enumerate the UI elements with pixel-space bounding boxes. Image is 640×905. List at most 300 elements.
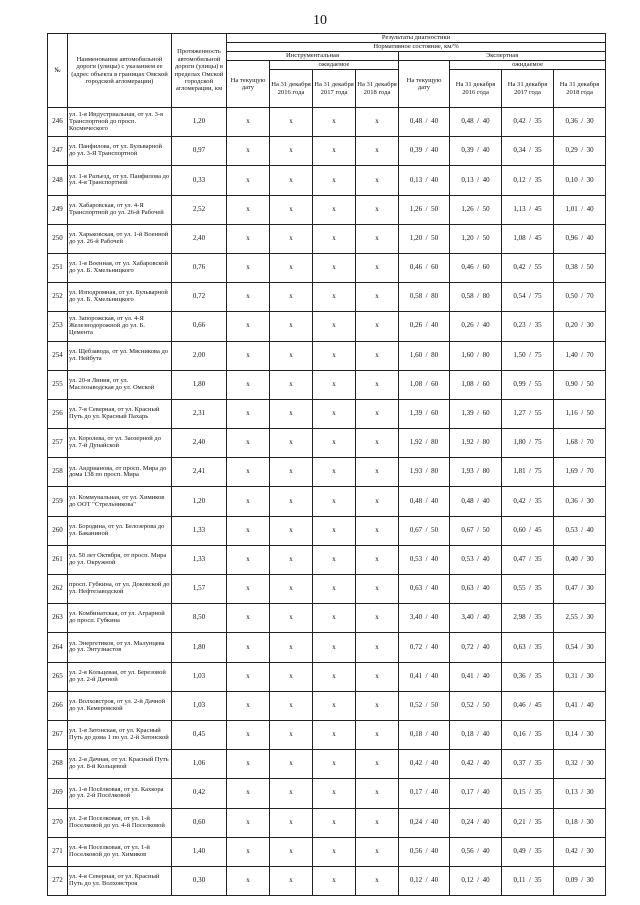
row-number: 258 xyxy=(48,458,68,487)
expert-2016-cell: 0,56 / 40 xyxy=(450,837,502,866)
instr-2017-cell: x xyxy=(313,545,356,574)
expert-2016-cell: 1,20 / 50 xyxy=(450,224,502,253)
instr-current-cell: x xyxy=(227,837,270,866)
table-body xyxy=(48,108,606,896)
road-name: ул. Королева, от ул. Заозерной до ул. 7-й Дунайской xyxy=(68,429,172,458)
expert-current-cell: 0,48 / 40 xyxy=(399,108,450,137)
road-length: 2,31 xyxy=(172,399,227,428)
instr-2018-header: На 31 декабря 2018 года xyxy=(356,70,399,108)
road-name: ул. 20-я Линия, от ул. Маслозаводская до ул. Омской xyxy=(68,370,172,399)
instr-2018-cell: x xyxy=(356,312,399,341)
instr-2018-cell: x xyxy=(356,487,399,516)
expert-2016-cell: 0,46 / 60 xyxy=(450,253,502,282)
expert-2016-cell: 0,72 / 40 xyxy=(450,633,502,662)
table-row xyxy=(48,516,606,545)
instr-current-cell: x xyxy=(227,312,270,341)
row-number: 267 xyxy=(48,720,68,749)
instr-2017-cell: x xyxy=(313,516,356,545)
expert-2017-cell: 0,15 / 35 xyxy=(502,779,554,808)
expert-2016-cell: 1,26 / 50 xyxy=(450,195,502,224)
expert-current-cell: 0,56 / 40 xyxy=(399,837,450,866)
expert-2018-cell: 2,55 / 30 xyxy=(554,604,606,633)
expert-current-cell: 0,63 / 40 xyxy=(399,575,450,604)
expert-current-cell: 1,39 / 60 xyxy=(399,399,450,428)
table-row xyxy=(48,253,606,282)
road-name: ул. Запорожская, от ул. 4-Я Железнодорожной до ул. Б. Цемента xyxy=(68,312,172,341)
row-number: 272 xyxy=(48,866,68,895)
expert-current-cell: 0,48 / 40 xyxy=(399,487,450,516)
table-row xyxy=(48,224,606,253)
expert-2017-cell: 1,81 / 75 xyxy=(502,458,554,487)
table-row xyxy=(48,604,606,633)
table-row xyxy=(48,720,606,749)
expert-2018-cell: 0,47 / 30 xyxy=(554,575,606,604)
instr-2018-cell: x xyxy=(356,633,399,662)
row-number: 249 xyxy=(48,195,68,224)
instr-2016-cell: x xyxy=(270,866,313,895)
expert-2017-cell: 0,46 / 45 xyxy=(502,691,554,720)
expert-2017-cell: 1,50 / 75 xyxy=(502,341,554,370)
expert-2017-cell: 0,54 / 75 xyxy=(502,283,554,312)
instr-2017-cell: x xyxy=(313,137,356,166)
road-length: 0,97 xyxy=(172,137,227,166)
instr-2016-cell: x xyxy=(270,166,313,195)
expert-current-cell: 0,58 / 80 xyxy=(399,283,450,312)
expert-2016-cell: 0,12 / 40 xyxy=(450,866,502,895)
instr-2016-cell: x xyxy=(270,137,313,166)
expert-2018-cell: 0,20 / 30 xyxy=(554,312,606,341)
table-row xyxy=(48,108,606,137)
road-length: 0,30 xyxy=(172,866,227,895)
table-row xyxy=(48,633,606,662)
instr-2016-cell: x xyxy=(270,224,313,253)
table-row xyxy=(48,341,606,370)
instr-current-cell: x xyxy=(227,575,270,604)
expert-2018-cell: 0,14 / 30 xyxy=(554,720,606,749)
expert-current-cell: 0,42 / 40 xyxy=(399,750,450,779)
row-number: 266 xyxy=(48,691,68,720)
expert-2016-cell: 0,58 / 80 xyxy=(450,283,502,312)
expert-2017-cell: 1,27 / 55 xyxy=(502,399,554,428)
expert-current-cell: 0,41 / 40 xyxy=(399,662,450,691)
expert-2017-header: На 31 декабря 2017 года xyxy=(502,70,554,108)
instr-current-cell: x xyxy=(227,662,270,691)
road-name: ул. Волховстроя, от ул. 2-й Дачной до ул. Кемеровской xyxy=(68,691,172,720)
road-length: 2,41 xyxy=(172,458,227,487)
instr-2017-cell: x xyxy=(313,779,356,808)
table-row xyxy=(48,399,606,428)
row-number: 263 xyxy=(48,604,68,633)
road-length: 1,03 xyxy=(172,691,227,720)
instr-current-cell: x xyxy=(227,166,270,195)
instr-2016-cell: x xyxy=(270,370,313,399)
expert-2018-header: На 31 декабря 2018 года xyxy=(554,70,606,108)
instr-2016-cell: x xyxy=(270,487,313,516)
row-number: 264 xyxy=(48,633,68,662)
expert-2017-cell: 0,23 / 35 xyxy=(502,312,554,341)
table-row xyxy=(48,545,606,574)
expert-current-cell: 0,26 / 40 xyxy=(399,312,450,341)
instr-2018-cell: x xyxy=(356,720,399,749)
expert-current-cell: 1,93 / 80 xyxy=(399,458,450,487)
instr-2017-cell: x xyxy=(313,691,356,720)
instr-current-cell: x xyxy=(227,691,270,720)
expert-2016-cell: 0,48 / 40 xyxy=(450,108,502,137)
road-name: ул. 2-я Дачная, от ул. Красный Путь до ул. 8-й Кольцевой xyxy=(68,750,172,779)
row-number: 254 xyxy=(48,341,68,370)
instr-2016-cell: x xyxy=(270,837,313,866)
instr-expected-header: ожидаемое xyxy=(270,61,399,70)
road-length: 0,76 xyxy=(172,253,227,282)
expert-current-cell: 0,18 / 40 xyxy=(399,720,450,749)
expert-2016-cell: 0,42 / 40 xyxy=(450,750,502,779)
road-name: ул. Хабаровская, от ул. 4-Я Транспортной до ул. 26-й Рабочей xyxy=(68,195,172,224)
road-length: 0,45 xyxy=(172,720,227,749)
row-number: 265 xyxy=(48,662,68,691)
road-name: ул. Щебзавода, от ул. Мясникова до ул. Нейбута xyxy=(68,341,172,370)
expert-2018-cell: 0,31 / 30 xyxy=(554,662,606,691)
road-name: ул. Панфилова, от ул. Бульварной до ул. 3-Я Транспортной xyxy=(68,137,172,166)
instr-2016-cell: x xyxy=(270,283,313,312)
instr-2018-cell: x xyxy=(356,224,399,253)
instr-2018-cell: x xyxy=(356,341,399,370)
road-name: ул. 1-я Затонская, от ул. Красный Путь до дома 1 по ул. 2-й Затонской xyxy=(68,720,172,749)
road-name: ул. 7-я Северная, от ул. Красный Путь до ул. Красный Пахарь xyxy=(68,399,172,428)
instr-2017-cell: x xyxy=(313,195,356,224)
road-length: 2,40 xyxy=(172,429,227,458)
expert-current-cell: 0,17 / 40 xyxy=(399,779,450,808)
diagnostics-header: Результаты диагностики xyxy=(227,34,606,43)
instr-2016-cell: x xyxy=(270,458,313,487)
road-name: ул. 50 лет Октября, от просп. Мира до ул. Окружной xyxy=(68,545,172,574)
expert-current-cell: 0,72 / 40 xyxy=(399,633,450,662)
expert-2016-cell: 0,39 / 40 xyxy=(450,137,502,166)
road-length: 2,00 xyxy=(172,341,227,370)
diagnostics-table xyxy=(47,33,606,896)
road-length: 0,33 xyxy=(172,166,227,195)
table-row xyxy=(48,458,606,487)
road-length: 0,42 xyxy=(172,779,227,808)
road-length: 1,33 xyxy=(172,545,227,574)
instr-2016-cell: x xyxy=(270,633,313,662)
instr-2017-cell: x xyxy=(313,866,356,895)
expert-current-cell: 3,40 / 40 xyxy=(399,604,450,633)
row-number: 247 xyxy=(48,137,68,166)
table-row xyxy=(48,779,606,808)
instr-2016-cell: x xyxy=(270,516,313,545)
expert-2016-cell: 0,26 / 40 xyxy=(450,312,502,341)
expert-2016-cell: 1,93 / 80 xyxy=(450,458,502,487)
instr-2018-cell: x xyxy=(356,429,399,458)
instr-2018-cell: x xyxy=(356,399,399,428)
instr-2016-cell: x xyxy=(270,808,313,837)
expert-2016-cell: 1,92 / 80 xyxy=(450,429,502,458)
instr-2018-cell: x xyxy=(356,866,399,895)
instr-2018-cell: x xyxy=(356,137,399,166)
instr-2017-cell: x xyxy=(313,429,356,458)
instr-current-cell: x xyxy=(227,866,270,895)
expert-2016-cell: 1,39 / 60 xyxy=(450,399,502,428)
instr-current-cell: x xyxy=(227,370,270,399)
expert-2018-cell: 0,18 / 30 xyxy=(554,808,606,837)
instr-2018-cell: x xyxy=(356,195,399,224)
table-row xyxy=(48,195,606,224)
instr-2017-cell: x xyxy=(313,253,356,282)
col-no-header: № xyxy=(48,34,68,108)
table-row xyxy=(48,575,606,604)
instr-2017-cell: x xyxy=(313,341,356,370)
instr-current-cell: x xyxy=(227,516,270,545)
col-name-header: Наименования автомобильной дороги (улицы) с указанием ее (адрес объекта в границах Омской городской агломерации) xyxy=(68,34,172,108)
road-length: 0,66 xyxy=(172,312,227,341)
instr-2018-cell: x xyxy=(356,691,399,720)
expert-current-cell: 1,08 / 60 xyxy=(399,370,450,399)
instr-2018-cell: x xyxy=(356,808,399,837)
expert-2016-cell: 1,08 / 60 xyxy=(450,370,502,399)
instr-2017-cell: x xyxy=(313,575,356,604)
road-name: ул. 1-я Военная, от ул. Хабаровской до ул. Б. Хмельницкого xyxy=(68,253,172,282)
road-length: 0,72 xyxy=(172,283,227,312)
expert-2016-cell: 0,52 / 50 xyxy=(450,691,502,720)
instr-2017-cell: x xyxy=(313,720,356,749)
expert-2018-cell: 0,10 / 30 xyxy=(554,166,606,195)
expert-2018-cell: 0,50 / 70 xyxy=(554,283,606,312)
expert-2018-cell: 1,68 / 70 xyxy=(554,429,606,458)
instr-2016-cell: x xyxy=(270,720,313,749)
expert-current-cell: 0,53 / 40 xyxy=(399,545,450,574)
instr-current-cell: x xyxy=(227,779,270,808)
row-number: 246 xyxy=(48,108,68,137)
road-name: ул. 4-я Поселковая, от ул. 1-й Поселковой до ул. Химиков xyxy=(68,837,172,866)
road-name: ул. 1-я Посёлковая, от ул. Кахкора до ул. 2-й Посёлковой xyxy=(68,779,172,808)
expert-2016-cell: 3,40 / 40 xyxy=(450,604,502,633)
instr-2018-cell: x xyxy=(356,575,399,604)
instr-current-cell: x xyxy=(227,224,270,253)
instr-2016-cell: x xyxy=(270,545,313,574)
expert-2016-cell: 0,18 / 40 xyxy=(450,720,502,749)
expert-current-cell: 0,24 / 40 xyxy=(399,808,450,837)
instr-2017-cell: x xyxy=(313,108,356,137)
road-name: ул. 4-я Северная, от ул. Красный Путь до ул. Волховстроя xyxy=(68,866,172,895)
instr-2017-cell: x xyxy=(313,399,356,428)
expert-2018-cell: 0,53 / 40 xyxy=(554,516,606,545)
expert-2017-cell: 0,34 / 35 xyxy=(502,137,554,166)
expert-2016-cell: 0,17 / 40 xyxy=(450,779,502,808)
row-number: 260 xyxy=(48,516,68,545)
instr-2018-cell: x xyxy=(356,283,399,312)
instr-2016-cell: x xyxy=(270,691,313,720)
normative-header: Нормативное состояние, км/% xyxy=(227,43,606,52)
instr-2018-cell: x xyxy=(356,750,399,779)
road-length: 1,20 xyxy=(172,487,227,516)
instr-2017-cell: x xyxy=(313,633,356,662)
expert-current-cell: 0,39 / 40 xyxy=(399,137,450,166)
expert-2016-cell: 1,60 / 80 xyxy=(450,341,502,370)
expert-header: Экспертная xyxy=(399,52,606,61)
road-length: 8,50 xyxy=(172,604,227,633)
road-length: 2,40 xyxy=(172,224,227,253)
expert-2017-cell: 0,47 / 35 xyxy=(502,545,554,574)
instr-2017-cell: x xyxy=(313,458,356,487)
expert-current-cell: 1,92 / 80 xyxy=(399,429,450,458)
expert-2017-cell: 0,11 / 35 xyxy=(502,866,554,895)
expert-2018-cell: 1,69 / 70 xyxy=(554,458,606,487)
instr-2018-cell: x xyxy=(356,662,399,691)
instr-2017-cell: x xyxy=(313,370,356,399)
instr-2016-cell: x xyxy=(270,195,313,224)
road-length: 1,40 xyxy=(172,837,227,866)
road-name: ул. Андрианова, от просп. Мира до дома 138 по просп. Мира xyxy=(68,458,172,487)
expert-2018-cell: 0,32 / 30 xyxy=(554,750,606,779)
instr-2016-cell: x xyxy=(270,341,313,370)
road-name: ул. Бородина, от ул. Белозерова до ул. Баканиной xyxy=(68,516,172,545)
road-name: ул. Комбинатская, от ул. Аграрной до просп. Губкина xyxy=(68,604,172,633)
expert-current-cell: 0,46 / 60 xyxy=(399,253,450,282)
instr-2017-cell: x xyxy=(313,808,356,837)
road-length: 1,20 xyxy=(172,108,227,137)
instr-2017-cell: x xyxy=(313,283,356,312)
expert-current-cell: 1,26 / 50 xyxy=(399,195,450,224)
expert-current-cell: 0,52 / 50 xyxy=(399,691,450,720)
instrumental-header: Инструментальная xyxy=(227,52,399,61)
expert-2017-cell: 0,49 / 35 xyxy=(502,837,554,866)
expert-2016-cell: 0,63 / 40 xyxy=(450,575,502,604)
road-length: 0,60 xyxy=(172,808,227,837)
row-number: 248 xyxy=(48,166,68,195)
row-number: 259 xyxy=(48,487,68,516)
expert-2018-cell: 0,54 / 30 xyxy=(554,633,606,662)
instr-2016-cell: x xyxy=(270,108,313,137)
instr-current-cell: x xyxy=(227,429,270,458)
row-number: 256 xyxy=(48,399,68,428)
table-row xyxy=(48,137,606,166)
expert-2018-cell: 0,90 / 50 xyxy=(554,370,606,399)
instr-2018-cell: x xyxy=(356,545,399,574)
row-number: 268 xyxy=(48,750,68,779)
road-length: 1,57 xyxy=(172,575,227,604)
road-length: 1,33 xyxy=(172,516,227,545)
instr-current-cell: x xyxy=(227,458,270,487)
expert-2017-cell: 0,42 / 35 xyxy=(502,108,554,137)
col-length-header: Протяженность автомобильной дороги (улицы) в пределах Омской городской агломерации, км xyxy=(172,34,227,108)
expert-2016-header: На 31 декабря 2016 года xyxy=(450,70,502,108)
row-number: 257 xyxy=(48,429,68,458)
instr-2016-cell: x xyxy=(270,662,313,691)
table-row xyxy=(48,283,606,312)
instr-2017-cell: x xyxy=(313,662,356,691)
instr-current-header: На текущую дату xyxy=(227,61,270,108)
instr-2016-header: На 31 декабря 2016 года xyxy=(270,70,313,108)
instr-current-cell: x xyxy=(227,633,270,662)
instr-2017-cell: x xyxy=(313,312,356,341)
expert-2018-cell: 0,40 / 30 xyxy=(554,545,606,574)
expert-2017-cell: 0,99 / 55 xyxy=(502,370,554,399)
expert-2016-cell: 0,48 / 40 xyxy=(450,487,502,516)
expert-2018-cell: 0,09 / 30 xyxy=(554,866,606,895)
road-name: ул. Коммунальная, от ул. Химиков до ООТ "Стрельникова" xyxy=(68,487,172,516)
instr-current-cell: x xyxy=(227,487,270,516)
table-row xyxy=(48,487,606,516)
instr-current-cell: x xyxy=(227,720,270,749)
road-name: просп. Губкина, от ул. Доковской до ул. Нефтезаводской xyxy=(68,575,172,604)
expert-2018-cell: 1,16 / 50 xyxy=(554,399,606,428)
road-name: ул. 2-я Поселковая, от ул. 1-й Поселковой до ул. 4-й Поселковой xyxy=(68,808,172,837)
instr-2016-cell: x xyxy=(270,779,313,808)
instr-2017-cell: x xyxy=(313,604,356,633)
expert-2017-cell: 1,80 / 75 xyxy=(502,429,554,458)
instr-current-cell: x xyxy=(227,808,270,837)
row-number: 251 xyxy=(48,253,68,282)
instr-current-cell: x xyxy=(227,399,270,428)
instr-current-cell: x xyxy=(227,604,270,633)
row-number: 271 xyxy=(48,837,68,866)
expert-2018-cell: 0,38 / 50 xyxy=(554,253,606,282)
instr-2016-cell: x xyxy=(270,312,313,341)
instr-current-cell: x xyxy=(227,750,270,779)
expert-2017-cell: 0,60 / 45 xyxy=(502,516,554,545)
row-number: 253 xyxy=(48,312,68,341)
road-length: 1,80 xyxy=(172,633,227,662)
instr-2018-cell: x xyxy=(356,837,399,866)
instr-2016-cell: x xyxy=(270,399,313,428)
road-name: ул. 1-я Разъезд, от ул. Панфилова до ул. 4-я Транспортной xyxy=(68,166,172,195)
expert-2017-cell: 0,21 / 35 xyxy=(502,808,554,837)
expert-2018-cell: 1,01 / 40 xyxy=(554,195,606,224)
row-number: 261 xyxy=(48,545,68,574)
expert-current-cell: 0,13 / 40 xyxy=(399,166,450,195)
expert-2018-cell: 0,42 / 30 xyxy=(554,837,606,866)
instr-2017-cell: x xyxy=(313,224,356,253)
instr-2018-cell: x xyxy=(356,166,399,195)
road-name: ул. Энергетиков, от ул. Малунцева до ул. Энтузиастов xyxy=(68,633,172,662)
road-length: 1,06 xyxy=(172,750,227,779)
road-name: ул. 2-я Кольцевая, от ул. Березовой до ул. 2-й Дачной xyxy=(68,662,172,691)
table-row xyxy=(48,662,606,691)
expert-2017-cell: 0,36 / 35 xyxy=(502,662,554,691)
road-length: 1,80 xyxy=(172,370,227,399)
expert-2018-cell: 1,40 / 70 xyxy=(554,341,606,370)
table-row xyxy=(48,750,606,779)
instr-2018-cell: x xyxy=(356,370,399,399)
expert-2016-cell: 0,41 / 40 xyxy=(450,662,502,691)
instr-2016-cell: x xyxy=(270,575,313,604)
instr-current-cell: x xyxy=(227,341,270,370)
expert-current-cell: 1,60 / 80 xyxy=(399,341,450,370)
table-row xyxy=(48,429,606,458)
instr-current-cell: x xyxy=(227,137,270,166)
instr-2018-cell: x xyxy=(356,108,399,137)
road-length: 2,52 xyxy=(172,195,227,224)
expert-2017-cell: 1,13 / 45 xyxy=(502,195,554,224)
instr-current-cell: x xyxy=(227,253,270,282)
expert-2017-cell: 2,98 / 35 xyxy=(502,604,554,633)
table-row xyxy=(48,837,606,866)
table-row xyxy=(48,166,606,195)
expert-expected-header: ожидаемое xyxy=(450,61,606,70)
instr-current-cell: x xyxy=(227,283,270,312)
expert-current-cell: 1,20 / 50 xyxy=(399,224,450,253)
expert-2017-cell: 1,08 / 45 xyxy=(502,224,554,253)
instr-2016-cell: x xyxy=(270,253,313,282)
expert-2017-cell: 0,16 / 35 xyxy=(502,720,554,749)
expert-2017-cell: 0,12 / 35 xyxy=(502,166,554,195)
table-row xyxy=(48,866,606,895)
instr-2018-cell: x xyxy=(356,779,399,808)
expert-2017-cell: 0,63 / 35 xyxy=(502,633,554,662)
expert-2016-cell: 0,24 / 40 xyxy=(450,808,502,837)
instr-2018-cell: x xyxy=(356,458,399,487)
page-number: 10 xyxy=(313,13,327,28)
